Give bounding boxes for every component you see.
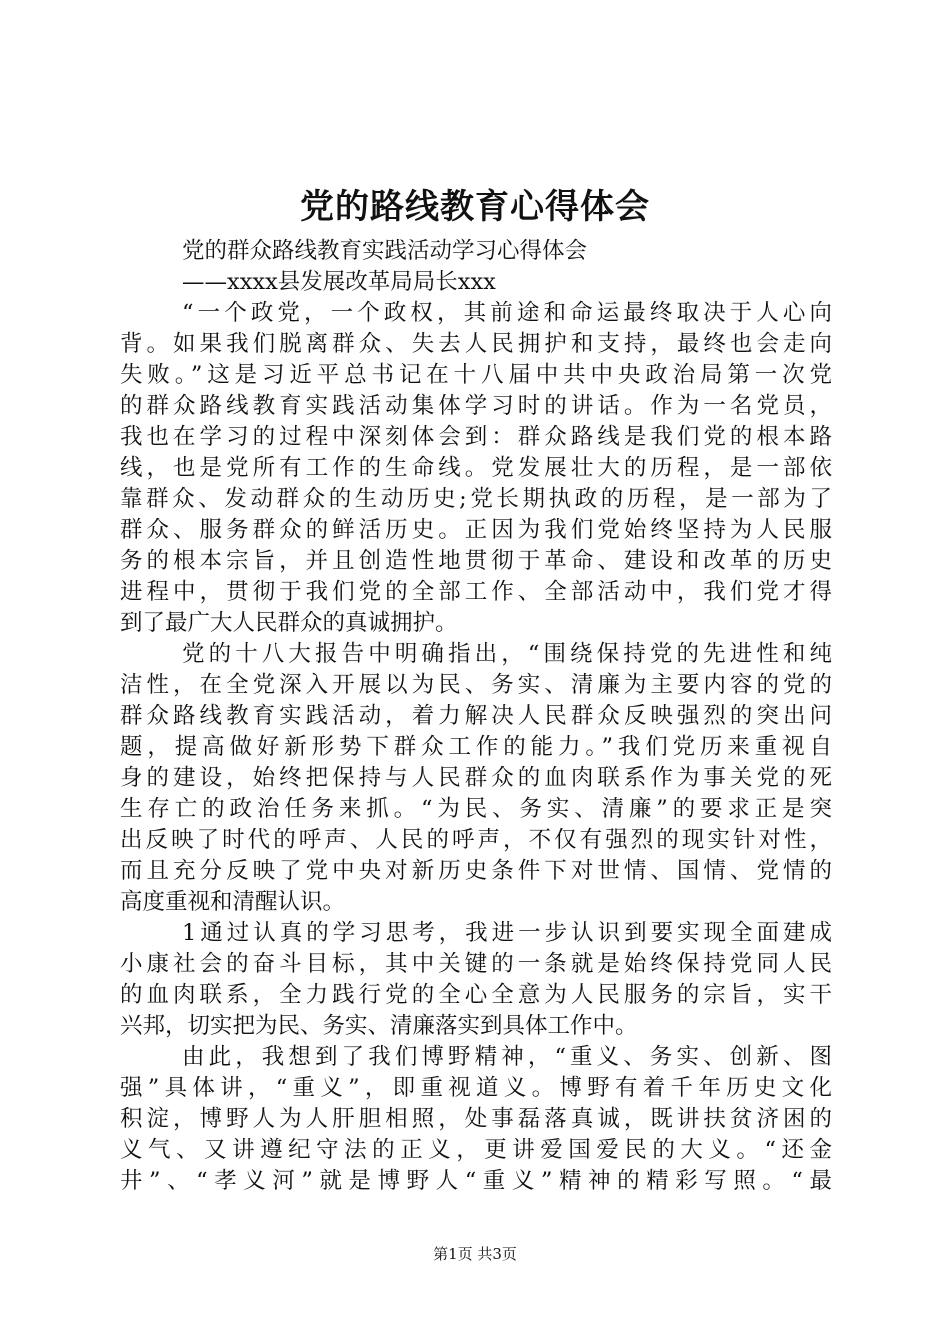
body-line: 由此，我想到了我们博野精神，“重义、务实、创新、图 [182, 1044, 832, 1070]
document-body [120, 236, 832, 1197]
body-line: 失败。”这是习近平总书记在十八届中共中央政治局第一次党 [120, 362, 832, 388]
body-line: 洁性，在全党深入开展以为民、务实、清廉为主要内容的党的 [120, 672, 832, 698]
body-line: 务的根本宗旨，并且创造性地贯彻于革命、建设和改革的历史 [120, 548, 832, 574]
body-line: 群众路线教育实践活动，着力解决人民群众反映强烈的突出问 [120, 703, 832, 729]
body-line: 背。如果我们脱离群众、失去人民拥护和支持，最终也会走向 [120, 331, 832, 357]
body-line: 井”、“孝义河”就是博野人“重义”精神的精彩写照。“最 [120, 1168, 832, 1194]
body-line: “一个政党，一个政权，其前途和命运最终取决于人心向 [182, 300, 832, 326]
body-line: 题，提高做好新形势下群众工作的能力。”我们党历来重视自 [120, 734, 832, 760]
body-line: 身的建设，始终把保持与人民群众的血肉联系作为事关党的死 [120, 765, 832, 791]
body-line: 生存亡的政治任务来抓。“为民、务实、清廉”的要求正是突 [120, 796, 832, 822]
body-line: 小康社会的奋斗目标，其中关键的一条就是始终保持党同人民 [120, 951, 832, 977]
page-footer: 第1页 共3页 [433, 1245, 517, 1263]
body-line: 强”具体讲，“重义”，即重视道义。博野有着千年历史文化 [120, 1075, 832, 1101]
body-line: 线，也是党所有工作的生命线。党发展壮大的历程，是一部依 [120, 455, 832, 481]
body-line: 的血肉联系，全力践行党的全心全意为人民服务的宗旨，实干 [120, 982, 832, 1008]
body-line: 进程中，贯彻于我们党的全部工作、全部活动中，我们党才得 [120, 579, 832, 605]
body-line: 而且充分反映了党中央对新历史条件下对世情、国情、党情的 [120, 858, 832, 884]
body-line: 党的群众路线教育实践活动学习心得体会 [182, 238, 588, 264]
body-line: 出反映了时代的呼声、人民的呼声，不仅有强烈的现实针对性， [120, 827, 832, 853]
body-line: 兴邦，切实把为民、务实、清廉落实到具体工作中。 [120, 1013, 638, 1039]
document-title: 党的路线教育心得体会 [300, 187, 650, 227]
body-line: 群众、服务群众的鲜活历史。正因为我们党始终坚持为人民服 [120, 517, 832, 543]
body-line: 党的十八大报告中明确指出，“围绕保持党的先进性和纯 [182, 641, 832, 667]
body-line: 1通过认真的学习思考，我进一步认识到要实现全面建成 [182, 920, 832, 946]
body-line: 到了最广大人民群众的真诚拥护。 [120, 610, 458, 636]
body-line: 义气、又讲遵纪守法的正义，更讲爱国爱民的大义。“还金 [120, 1137, 832, 1163]
body-line: 我也在学习的过程中深刻体会到：群众路线是我们党的根本路 [120, 424, 832, 450]
body-line: 积淀，博野人为人肝胆相照，处事磊落真诚，既讲扶贫济困的 [120, 1106, 832, 1132]
body-line: 靠群众、发动群众的生动历史;党长期执政的历程，是一部为了 [120, 486, 832, 512]
body-line: 的群众路线教育实践活动集体学习时的讲话。作为一名党员， [120, 393, 832, 419]
body-line: ——xxxx县发展改革局局长xxx [182, 269, 496, 295]
body-line: 高度重视和清醒认识。 [120, 889, 346, 915]
